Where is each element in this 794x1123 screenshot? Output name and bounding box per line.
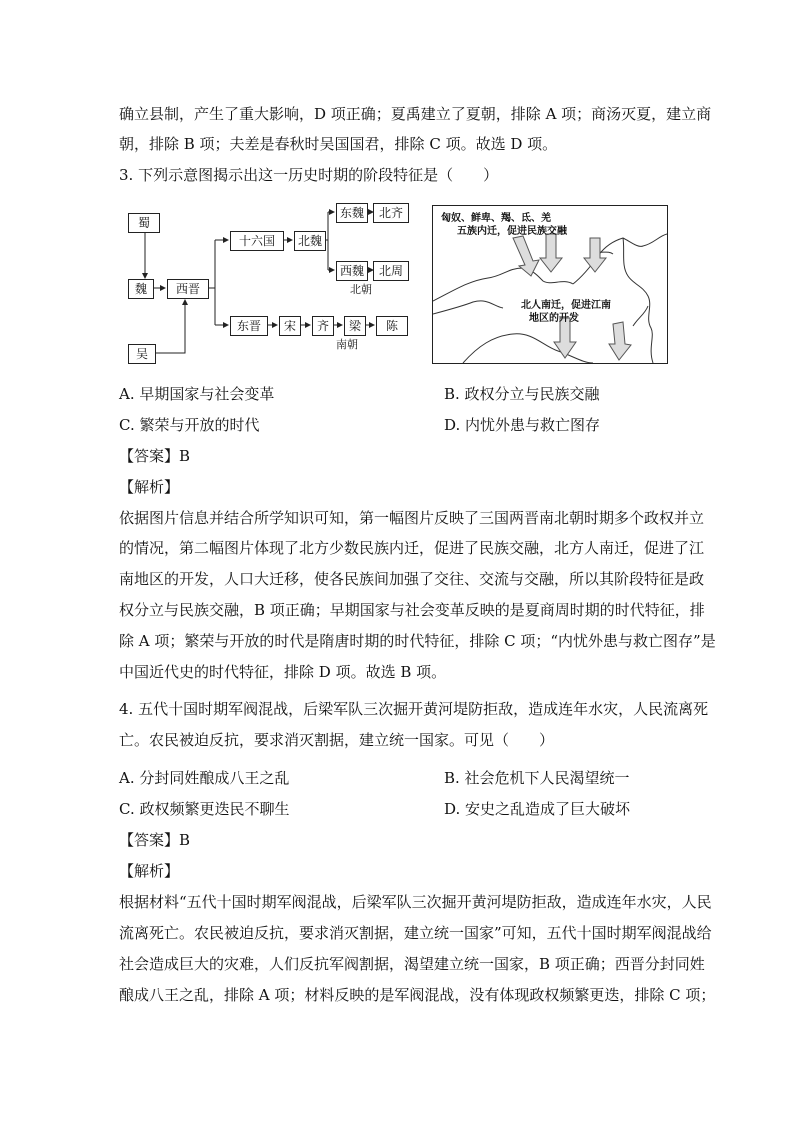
node-beiqi: 北齐 [373,203,409,223]
map-label-south-2: 地区的开发 [529,313,579,324]
q3-analysis-line: 的情况，第二幅图片体现了北方少数民族内迁，促进了民族交融，北方人南迁，促进了江 [119,539,705,557]
q3-option-d: D. 内忧外患与救亡图存 [444,416,601,434]
q3-analysis-line: 除 A 项；繁荣与开放的时代是隋唐时期的时代特征，排除 C 项；“内忧外患与救亡图存”是 [119,632,716,650]
q4-answer: 【答案】B [119,831,191,849]
q4-option-a: A. 分封同姓酿成八王之乱 [119,769,290,787]
node-dongwei: 东魏 [336,203,368,223]
q4-analysis-line: 社会造成巨大的灾难，人们反抗军阀割据，渴望建立统一国家，B 项正确；西晋分封同姓 [119,955,705,973]
q3-analysis-title: 【解析】 [119,478,180,496]
node-shiliuguo: 十六国 [230,231,284,251]
q4-analysis-line: 流离死亡。农民被迫反抗，要求消灭割据，建立统一国家”可知，五代十国时期军阀混战给 [119,924,712,942]
q4-option-c: C. 政权频繁更迭民不聊生 [119,800,290,818]
q4-analysis-line: 酿成八王之乱，排除 A 项；材料反映的是军阀混战，没有体现政权频繁更迭，排除 C 项； [119,986,716,1004]
q3-analysis-line: 依据图片信息并结合所学知识可知，第一幅图片反映了三国两晋南北朝时期多个政权并立 [119,509,705,527]
q3-option-c: C. 繁荣与开放的时代 [119,416,260,434]
node-xijin: 西晋 [167,279,209,299]
question-4-stem: 亡。农民被迫反抗，要求消灭割据，建立统一国家。可见（ ） [119,731,555,749]
label-beichao: 北朝 [350,283,372,296]
node-qi: 齐 [312,316,334,336]
q3-answer: 【答案】B [119,447,191,465]
node-shu: 蜀 [128,213,160,233]
q3-analysis-line: 南地区的开发，人口大迁移，使各民族间加强了交往、交流与交融，所以其阶段特征是政 [119,570,705,588]
node-song: 宋 [279,316,301,336]
q4-option-d: D. 安史之乱造成了巨大破坏 [444,800,631,818]
map-label-north: 匈奴、鲜卑、羯、氐、羌 [441,213,551,224]
node-wei: 魏 [128,279,154,299]
intro-line: 确立县制，产生了重大影响，D 项正确；夏禹建立了夏朝，排除 A 项；商汤灭夏，建立商 [119,105,712,123]
node-liang: 梁 [344,316,366,336]
question-4-stem: 4. 五代十国时期军阀混战，后梁军队三次掘开黄河堤防拒敌，造成连年水灾，人民流离死 [119,700,709,718]
q4-analysis-title: 【解析】 [119,862,180,880]
q3-option-a: A. 早期国家与社会变革 [119,385,275,403]
node-dongjin: 东晋 [230,316,268,336]
map-label-north-2: 五族内迁，促进民族交融 [457,226,567,237]
q3-analysis-line: 权分立与民族交融，B 项正确；早期国家与社会变革反映的是夏商周时期的时代特征，排 [119,601,705,619]
question-3-stem: 3. 下列示意图揭示出这一历史时期的阶段特征是（ ） [119,166,499,184]
node-beizhou: 北周 [373,261,409,281]
q3-option-b: B. 政权分立与民族交融 [444,385,600,403]
intro-line: 朝，排除 B 项；夫差是春秋时吴国国君，排除 C 项。故选 D 项。 [119,135,558,153]
node-chen: 陈 [376,316,408,336]
label-nanchao: 南朝 [336,338,358,351]
node-beiwei: 北魏 [294,231,326,251]
q4-analysis-line: 根据材料“五代十国时期军阀混战，后梁军队三次掘开黄河堤防拒敌，造成连年水灾，人民 [119,893,712,911]
migration-map [432,205,668,364]
q3-analysis-line: 中国近代史的时代特征，排除 D 项。故选 B 项。 [119,663,447,681]
q4-option-b: B. 社会危机下人民渴望统一 [444,769,630,787]
node-xiwei: 西魏 [336,261,368,281]
node-wu: 吴 [128,344,156,364]
map-label-south: 北人南迁，促进江南 [521,300,611,311]
